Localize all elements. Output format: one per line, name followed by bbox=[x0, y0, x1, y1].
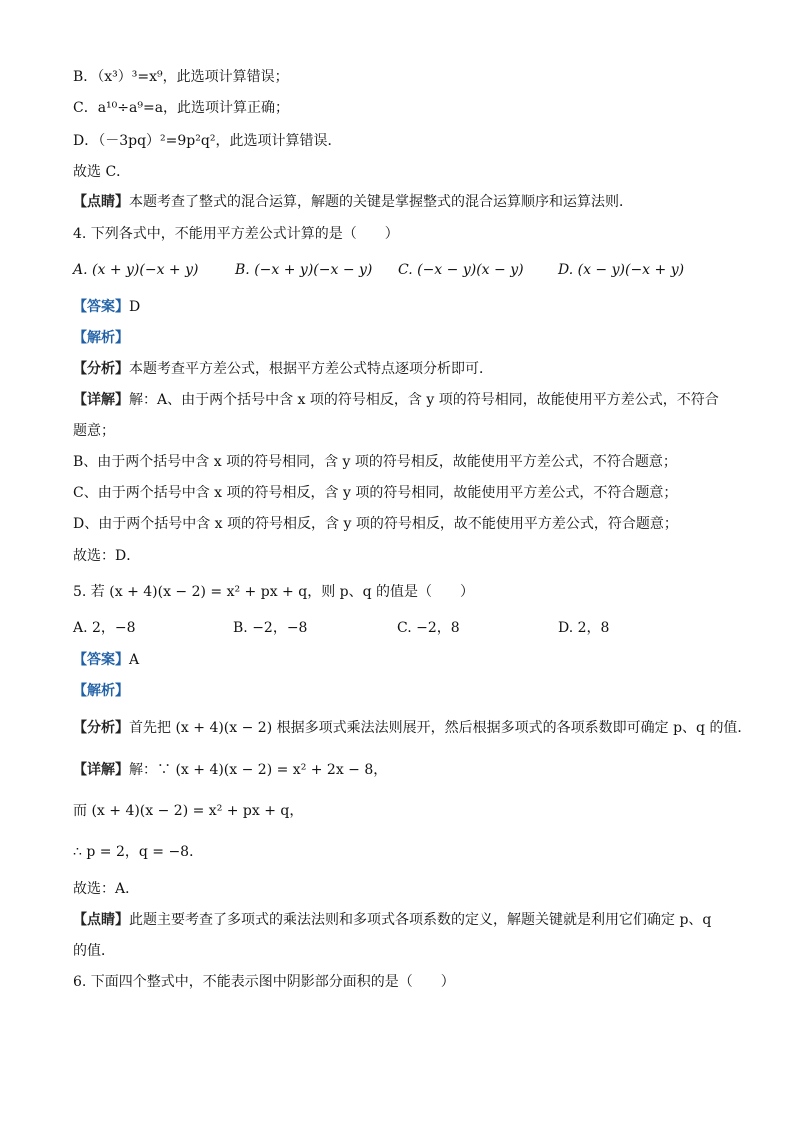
fenxi-text: 首先把 (x + 4)(x − 2) 根据多项式乘法法则展开，然后根据多项式的各项系数即可确定 p、q 的值． bbox=[129, 720, 752, 736]
comment-label: 【点睛】 bbox=[73, 912, 129, 928]
comment-text: 本题考查了整式的混合运算，解题的关键是掌握整式的混合运算顺序和运算法则． bbox=[129, 194, 633, 210]
answer-value: A bbox=[129, 652, 140, 668]
answer-value: D bbox=[129, 299, 141, 315]
answer-label: 【答案】 bbox=[73, 299, 129, 315]
q5-detail-line2: 而 (x + 4)(x − 2) = x² + px + q， bbox=[73, 803, 304, 819]
q6-stem: 6. 下面四个整式中，不能表示图中阴影部分面积的是（ ） bbox=[73, 974, 455, 990]
q3-option-d-explanation: D．（－3pq）²=9p²q²，此选项计算错误． bbox=[73, 133, 342, 149]
q3-comment bbox=[73, 193, 633, 211]
detail-text: 解：∵ (x + 4)(x − 2) = x² + 2x − 8， bbox=[129, 762, 388, 778]
q5-stem: 5. 若 (x + 4)(x − 2) = x² + px + q，则 p、q 的值是（ ） bbox=[73, 584, 475, 600]
q4-analysis-heading bbox=[73, 329, 129, 347]
q5-choice: 故选：A． bbox=[73, 881, 140, 897]
q5-option-d: D. 2，8 bbox=[558, 620, 610, 636]
q4-option-c: C. (−x − y)(x − y) bbox=[398, 262, 524, 278]
q4-detail-b: B、由于两个括号中含 x 项的符号相同，含 y 项的符号相反，故能使用平方差公式，不符合题意； bbox=[73, 454, 677, 470]
q4-detail-c: C、由于两个括号中含 x 项的符号相反，含 y 项的符号相同，故能使用平方差公式，不符合题意； bbox=[73, 485, 678, 501]
q3-option-c-explanation: C．a¹⁰÷a⁹=a，此选项计算正确； bbox=[73, 100, 290, 116]
q5-analysis-heading bbox=[73, 682, 129, 700]
q5-comment bbox=[73, 911, 711, 929]
comment-label: 【点睛】 bbox=[73, 194, 129, 210]
analysis-label: 【解析】 bbox=[73, 330, 129, 346]
q4-choice: 故选：D． bbox=[73, 548, 141, 564]
q5-option-c: C. −2，8 bbox=[397, 620, 460, 636]
q5-option-a: A. 2，−8 bbox=[73, 620, 136, 636]
fenxi-label: 【分析】 bbox=[73, 361, 129, 377]
detail-text: 解：A、由于两个括号中含 x 项的符号相反，含 y 项的符号相同，故能使用平方差公式，不符合 bbox=[129, 392, 719, 408]
detail-label: 【详解】 bbox=[73, 392, 129, 408]
q3-choice: 故选 C． bbox=[73, 164, 131, 180]
fenxi-text: 本题考查平方差公式，根据平方差公式特点逐项分析即可． bbox=[129, 361, 493, 377]
q4-detail-d: D、由于两个括号中含 x 项的符号相反，含 y 项的符号相反，故不能使用平方差公式，符合题意； bbox=[73, 516, 678, 532]
q5-option-b: B. −2，−8 bbox=[233, 620, 308, 636]
q4-option-b: B. (−x + y)(−x − y) bbox=[235, 262, 373, 278]
analysis-label: 【解析】 bbox=[73, 683, 129, 699]
q5-answer bbox=[73, 651, 139, 669]
q5-detail-line1 bbox=[73, 761, 387, 779]
fenxi-label: 【分析】 bbox=[73, 720, 129, 736]
q4-stem: 4. 下列各式中，不能用平方差公式计算的是（ ） bbox=[73, 226, 399, 242]
q4-answer bbox=[73, 298, 140, 316]
comment-text: 此题主要考查了多项式的乘法法则和多项式各项系数的定义，解题关键就是利用它们确定 p、q bbox=[129, 912, 712, 928]
q4-detail-line2: 题意； bbox=[73, 423, 115, 439]
q4-fenxi bbox=[73, 360, 493, 378]
q5-detail-line3: ∴ p = 2，q = −8． bbox=[73, 844, 204, 860]
answer-label: 【答案】 bbox=[73, 652, 129, 668]
q5-fenxi bbox=[73, 719, 751, 737]
q4-option-d: D. (x − y)(−x + y) bbox=[558, 262, 685, 278]
q4-detail-line1 bbox=[73, 391, 719, 409]
q3-option-b-explanation: B．（x³）³=x⁹，此选项计算错误； bbox=[73, 69, 289, 85]
q4-option-a: A. (x + y)(−x + y) bbox=[73, 262, 199, 278]
q5-comment-cont: 的值． bbox=[73, 943, 115, 959]
detail-label: 【详解】 bbox=[73, 762, 129, 778]
